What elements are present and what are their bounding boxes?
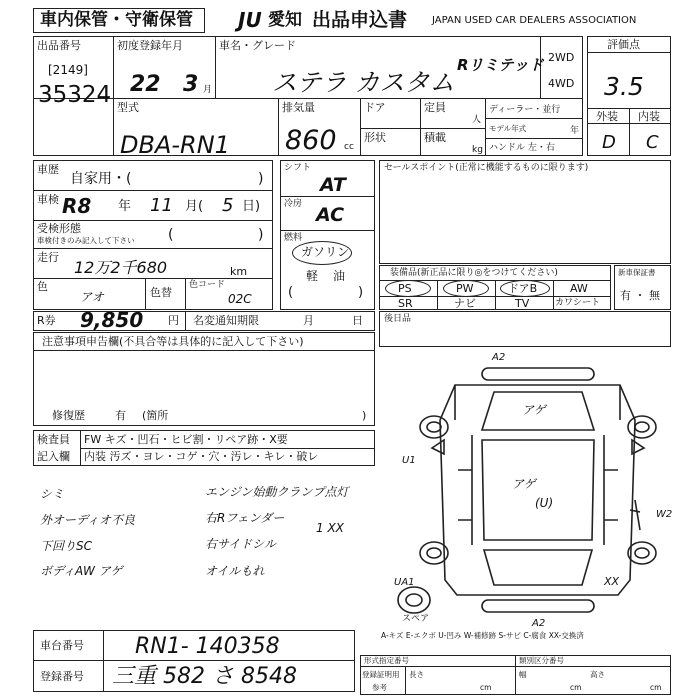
comment-4: 右Rフェンダー: [205, 511, 285, 525]
diagram-legend: A-キズ E-エクボ U-凹み W-補修跡 S-サビ C-腐食 XX-交換済: [381, 631, 584, 640]
diagram-ua1: UA1: [394, 577, 415, 588]
repair-place: (箇所: [142, 409, 169, 422]
disp-unit: cc: [344, 142, 354, 152]
association-name: JAPAN USED CAR DEALERS ASSOCIATION: [432, 15, 637, 26]
comment-5: 1 XX: [316, 521, 344, 535]
chassis-label: 車台番号: [40, 639, 84, 652]
reg-year: 22: [130, 72, 161, 97]
registration-label: 登録番号: [40, 670, 84, 683]
disp-label: 排気量: [282, 101, 315, 114]
drive-4wd: 4WD: [548, 77, 575, 90]
diagram-u1: U1: [402, 455, 416, 466]
mileage-unit: km: [230, 265, 248, 278]
warranty-label: 新車保証書: [618, 268, 656, 277]
color-label: 色: [37, 280, 48, 293]
inspection-day: 5: [222, 195, 234, 216]
sales-label: セールスポイント(正常に機能するものに限ります): [384, 163, 589, 173]
color-value: アオ: [80, 290, 104, 304]
rear-items-label: 後日品: [384, 314, 412, 324]
notes-label: 注意事項申告欄(不具合等は具体的に記入して下さい): [42, 335, 304, 348]
inspection-month-unit: 月(: [185, 199, 204, 214]
footer-cm-3: cm: [650, 683, 662, 692]
recycle-amount: 9,850: [80, 308, 144, 332]
receipt-label: 受検形態: [37, 222, 81, 235]
equip-navi: ナビ: [454, 297, 476, 310]
equip-sr: SR: [398, 297, 413, 310]
equip-doorb: ドアB: [508, 282, 538, 295]
equip-ps: PS: [398, 282, 412, 295]
diagram-a2-bottom: A2: [532, 618, 546, 629]
recycle-label: R券: [37, 314, 56, 327]
ac-value: AC: [316, 204, 345, 226]
exterior-label: 外装: [596, 110, 618, 123]
equip-aw: AW: [570, 282, 588, 295]
inspection-year-unit: 年: [118, 199, 132, 214]
receipt-paren-open: (: [168, 227, 174, 243]
comment-7: 右サイドシル: [205, 537, 276, 551]
equip-pw: PW: [456, 282, 474, 295]
reg-month: 3: [183, 72, 199, 97]
car-name: ステラ カスタム: [272, 68, 455, 97]
ac-label: 冷房: [284, 199, 303, 209]
fuel-light: 軽: [306, 269, 319, 283]
diagram-w2: W2: [656, 509, 673, 520]
diagram-xx: XX: [604, 575, 620, 588]
history-label: 車歴: [37, 163, 59, 176]
diagram-spare: スペア: [402, 614, 430, 624]
capacity-label: 定員: [424, 101, 446, 114]
lot-label: 出品番号: [37, 39, 81, 52]
shift-label: シフト: [284, 163, 312, 173]
diagram-roof-note: アゲ: [522, 403, 546, 417]
diagram-a2-top: A2: [492, 352, 506, 363]
footer-length: 長さ: [409, 670, 424, 679]
color-change-label: 色替: [150, 286, 172, 299]
name-change-label: 名変通知期限: [193, 314, 259, 327]
footer-class-number: 類別区分番号: [519, 656, 564, 665]
footer-reference: 参考: [372, 683, 387, 692]
score-value: 3.5: [604, 72, 644, 101]
footer-cert-use: 登録証明用: [362, 670, 400, 679]
door-label: ドア: [364, 101, 386, 114]
footer-type-number: 形式指定番号: [364, 656, 409, 665]
comment-6: 下回りSC: [40, 539, 92, 553]
fuel-paren-open: (: [288, 285, 294, 300]
inspector-interior-row: 内装 汚ズ・ヨレ・コゲ・穴・汚レ・キレ・破レ: [84, 450, 319, 463]
load-label: 積載: [424, 131, 446, 144]
inspector-label-2: 記入欄: [37, 450, 70, 463]
comment-8: ボディAW アゲ: [40, 564, 123, 578]
month-unit: 月: [203, 85, 213, 95]
comment-9: オイルもれ: [205, 564, 265, 578]
lot-small: [2149]: [48, 63, 88, 77]
shape-label: 形状: [364, 131, 386, 144]
registration-value: 三重 582 さ 8548: [112, 664, 297, 689]
fuel-gas: ガソリン: [301, 245, 350, 259]
model-label: 型式: [117, 101, 139, 114]
color-code-label: 色コード: [189, 280, 226, 290]
inspection-month: 11: [150, 195, 173, 216]
color-code: 02C: [228, 292, 252, 306]
name-change-day: 日: [352, 314, 363, 327]
fuel-paren-close: ): [358, 285, 364, 300]
storage-title: 車内保管・守衛保管: [40, 10, 193, 30]
comment-3: 外オーディオ不良: [40, 513, 136, 527]
ju-logo-mark: JU: [238, 8, 262, 32]
load-unit: kg: [472, 145, 483, 155]
exterior-grade: D: [602, 132, 616, 153]
fuel-label: 燃料: [284, 233, 303, 243]
dealer-label: ディーラー・並行: [489, 105, 561, 115]
car-name-label: 車名・グレード: [219, 39, 296, 52]
drive-2wd: 2WD: [548, 51, 575, 64]
equip-tv: TV: [515, 297, 530, 310]
mileage-label: 走行: [37, 251, 59, 264]
footer-cm-2: cm: [570, 683, 582, 692]
handle-label: ハンドル 左・右: [489, 143, 555, 153]
year-unit: 年: [570, 126, 580, 136]
lot-number: 35324: [38, 82, 112, 108]
footer-cm-1: cm: [480, 683, 492, 692]
receipt-paren-close: ): [258, 227, 264, 243]
car-grade: Rリミテッド: [457, 56, 544, 74]
score-label: 評価点: [607, 38, 640, 51]
chassis-value: RN1- 140358: [135, 634, 280, 659]
repair-label: 修復歴: [52, 409, 85, 422]
shift-value: AT: [320, 174, 346, 196]
history-paren: ): [258, 171, 264, 187]
mileage-value: 12万2千680: [74, 258, 168, 277]
model-code: DBA-RN1: [120, 131, 230, 159]
footer-width: 幅: [519, 670, 527, 679]
name-change-month: 月: [303, 314, 314, 327]
inspection-day-unit: 日): [242, 199, 261, 214]
inspector-label-1: 検査員: [37, 433, 70, 446]
repair-value: 有: [115, 409, 126, 422]
inspector-exterior-row: FW キズ・凹石・ヒビ割・リペア跡・X要: [84, 433, 288, 446]
history-value: 自家用・(: [70, 171, 132, 187]
fuel-oil: 油: [333, 269, 346, 283]
repair-close: ): [362, 409, 367, 422]
model-year-label: モデル年式: [489, 124, 527, 133]
doc-title: 出品申込書: [312, 9, 408, 31]
inspection-label: 車検: [37, 193, 59, 206]
footer-height: 高さ: [590, 670, 605, 679]
diagram-body-note-2: (U): [535, 496, 554, 510]
inspection-era: R8: [62, 194, 92, 218]
receipt-note: 車検付きのみ記入して下さい: [37, 236, 135, 245]
diagram-body-note: アゲ: [512, 477, 536, 491]
comment-1: シミ: [40, 487, 65, 501]
recycle-unit: 円: [168, 314, 179, 327]
comment-2: エンジン始動クランプ点灯: [205, 485, 349, 499]
interior-grade: C: [646, 132, 659, 153]
warranty-value: 有 ・ 無: [620, 289, 660, 302]
first-reg-label: 初度登録年月: [117, 39, 183, 52]
equipment-label: 装備品(新正品に限り◎をつけてください): [390, 268, 558, 278]
disp-value: 860: [285, 125, 337, 156]
interior-label: 内装: [638, 110, 660, 123]
capacity-unit: 人: [472, 115, 482, 125]
equip-seat: カワシート: [555, 298, 601, 308]
ju-logo-name: 愛知: [268, 10, 302, 30]
